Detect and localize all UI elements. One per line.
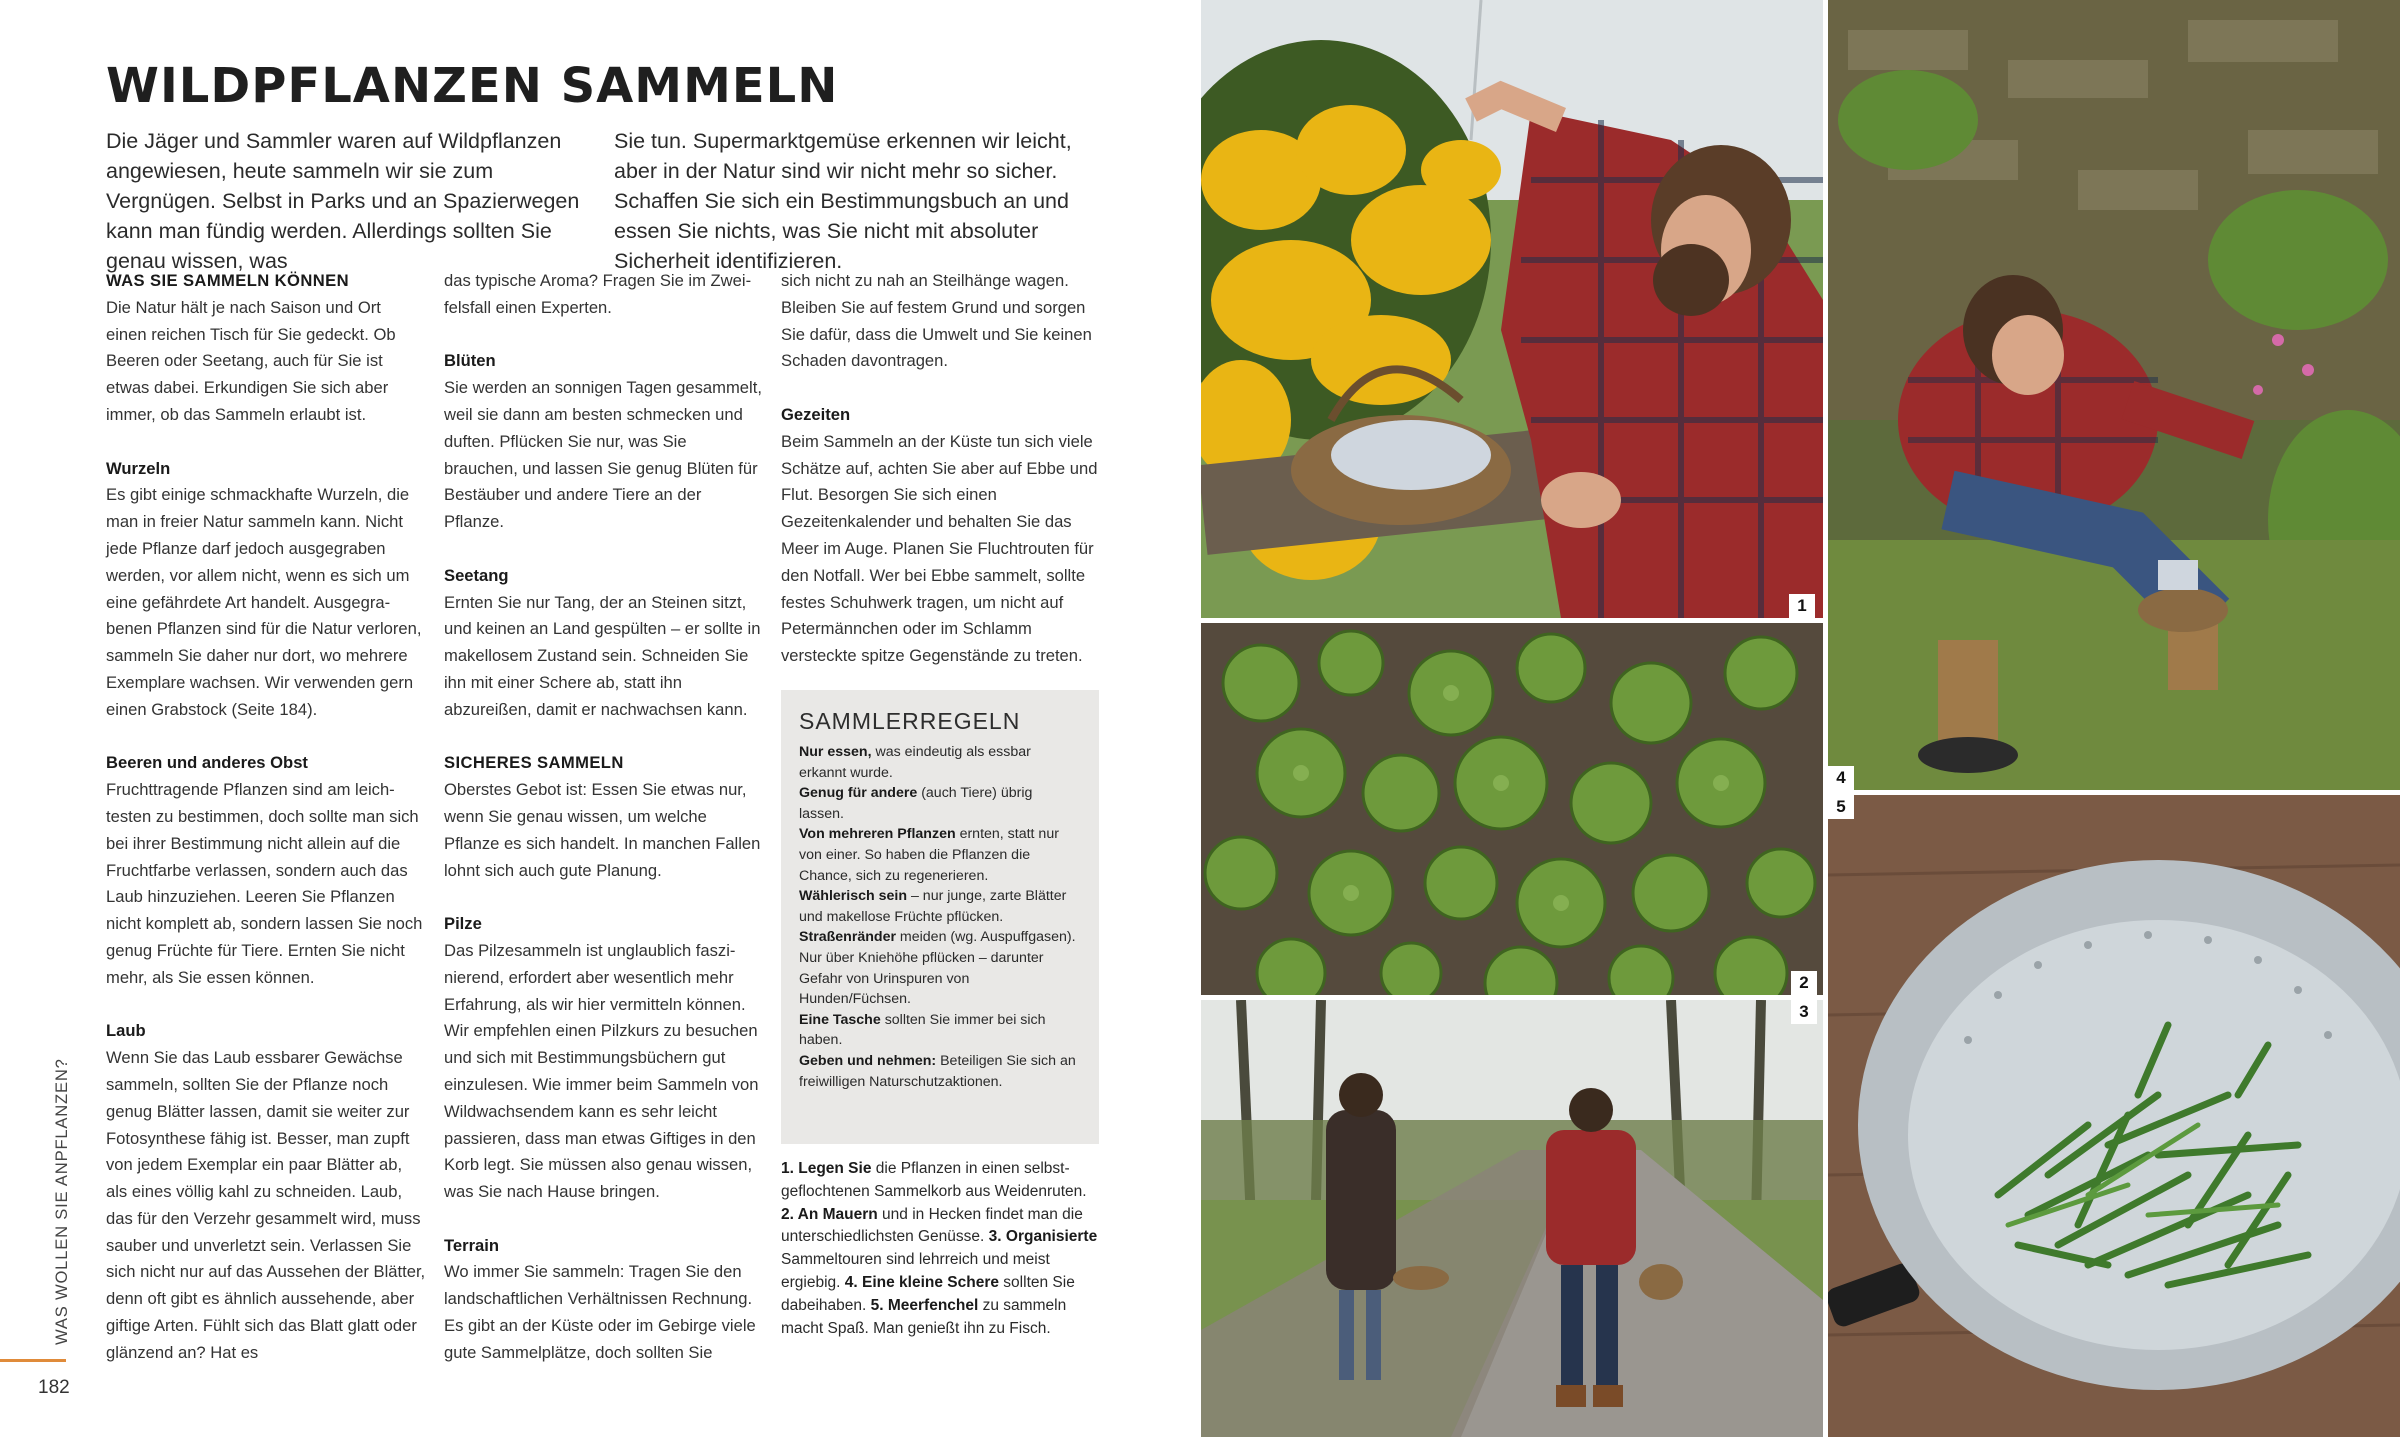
rule-item: Straßenränder meiden (wg. Auspuffgasen). Nur über Kniehöhe pflücken – darunter Gefahr von Urinspuren von Hunden/Füchsen. [799, 929, 1076, 1008]
para-laub: Wenn Sie das Laub essbarer Gewächse sammeln, sollten Sie der Pflanze noch genug Blätter lassen, damit sie weiter zur Fotosynthese fähig ist. Besser, man zupft von jedem Exemplar ein paar Blätter ab, als eines völlig kahl zu schneiden. Laub, das für den Verzehr gesammelt wird, muss sauber und unverletzt sein. Verlassen Sie sich nicht nur auf das Aussehen der Blätter, denn oft gibt es ähnlich aussehende, aber giftige Arten. Fühlt sich das Blatt glatt oder glänzend an? Hat es [106, 1048, 426, 1362]
para-gezeiten: Beim Sammeln an der Küste tun sich viele Schätze auf, achten Sie aber auf Ebbe und Flut. Besorgen Sie sich einen Gezeitenkalender und behalten Sie das Meer im Auge. Planen Sie Fluchtrouten für den Notfall. Wer bei Ebbe sammelt, sollte festes Schuhwerk tragen, um nicht auf Petermännchen oder im Schlamm versteckte spitze Gegenstände zu treten. [781, 431, 1098, 666]
box-title: SAMMLERREGELN [799, 708, 1021, 734]
heading-sammeln: WAS SIE SAMMELN KÖNNEN [106, 271, 349, 290]
heading-laub: Laub [106, 1021, 146, 1041]
rule-item: Geben und nehmen: Beteiligen Sie sich an freiwilligen Naturschutzaktionen. [799, 1052, 1076, 1090]
para-blueten: Sie werden an sonnigen Tagen gesammelt, weil sie dann am besten schmecken und duften. Pflücken Sie nur, was Sie brauchen, und lassen Sie genug Blüten für Bestäuber und andere Tiere an der Pflanze. [444, 378, 762, 532]
photo-number-3: 3 [1791, 1000, 1817, 1024]
accent-rule [0, 1359, 66, 1362]
heading-gezeiten: Gezeiten [781, 404, 851, 424]
heading-seetang: Seetang [444, 565, 509, 585]
photo-crouching-scissors-art [1828, 0, 2400, 790]
rule-item: Nur essen, was eindeutig als essbar erkannt wurde. [799, 744, 1031, 781]
heading-beeren: Beeren und anderes Obst [106, 753, 308, 773]
page-number: 182 [38, 1377, 70, 1398]
para-continued-3: sich nicht zu nah an Steilhänge wagen. Bleiben Sie auf festem Grund und sorgen Sie dafür, dass die Umwelt und Sie keinen Schaden davontragen. [781, 271, 1092, 371]
section-side-label: WAS WOLLEN SIE ANPFLANZEN? [52, 1058, 71, 1345]
para-terrain: Wo immer Sie sammeln: Tragen Sie den landschaftlichen Verhältnissen Rechnung. Es gibt an der Küste oder im Gebirge viele gute Sammelplätze, doch sollten Sie [444, 1262, 756, 1362]
text-column-3 [781, 268, 1101, 697]
photo-gorse-picking-art [1201, 0, 1823, 618]
heading-wurzeln: Wurzeln [106, 458, 171, 478]
photo-walking-lane-art [1201, 1000, 1823, 1437]
heading-blueten: Blüten [444, 351, 496, 371]
page-title: WILDPFLANZEN SAMMELN [106, 58, 839, 114]
para-sammeln: Die Natur hält je nach Saison und Ort einen reichen Tisch für Sie gedeckt. Ob Beeren oder Seetang, auch für Sie ist etwas dabei. Erkundigen Sie sich aber immer, ob das Sammeln erlaubt ist. [106, 297, 396, 424]
para-wurzeln: Es gibt einige schmackhafte Wurzeln, die man in freier Natur sammeln kann. Nicht jede Pflanze darf jedoch ausgegraben werden, vor allem nicht, wenn es sich um eine gefährdete Art handelt. Ausgegrabenen Pflanzen sind für die Natur verloren, sammeln Sie daher nur dort, wo mehrere Exemplare wachsen. Wir verwenden gern einen Grabstock (Seite 184). [106, 485, 422, 719]
photo-colander-fennel [1828, 795, 2400, 1437]
para-continued: das typische Aroma? Fragen Sie im Zweifelsfall einen Experten. [444, 271, 752, 317]
para-sicheres-sammeln: Oberstes Gebot ist: Essen Sie etwas nur, wenn Sie genau wissen, um welche Pflanze es sich handelt. In manchen Fallen lohnt sich auch gute Planung. [444, 780, 761, 880]
photo-number-1: 1 [1789, 594, 1815, 618]
photo-number-2: 2 [1791, 971, 1817, 995]
para-beeren: Fruchttragende Pflanzen sind am leichtesten zu bestimmen, doch sollte man sich bei ihrer Bestimmung nicht allein auf die Fruchtfarbe verlassen, sondern auch das Laub hinzuziehen. Leeren Sie Pflanzen nicht komplett ab, sondern lassen Sie noch genug Früchte für Tiere. Ernten Sie nicht mehr, als Sie essen können. [106, 780, 423, 987]
rule-item: Wählerisch sein – nur junge, zarte Blätter und makellose Früchte pflücken. [799, 888, 1067, 925]
rule-item: Von mehreren Pflanzen ernten, statt nur von einer. So haben die Pflanzen die Chance, sich zu regenerieren. [799, 826, 1059, 884]
rule-item: Eine Tasche sollten Sie immer bei sich haben. [799, 1011, 1046, 1049]
heading-sicheres-sammeln: SICHERES SAMMELN [444, 753, 624, 773]
photo-pennywort-wall [1201, 623, 1823, 995]
para-pilze: Das Pilzesammeln ist unglaublich faszinierend, erfordert aber wesentlich mehr Erfahrung, als wir hier vermitteln können. Wir empfehlen einen Pilzkurs zu besuchen und sich mit Bestimmungsbüchern gut einzulesen. Wie immer beim Sammeln von Wildwachsendem kann es sehr leicht passieren, dass man etwas Giftiges in den Korb legt. Sie müssen also genau wissen, was Sie nach Hause bringen. [444, 940, 759, 1202]
intro-left: Die Jäger und Sammler waren auf Wildpflanzen angewiesen, heute sammeln wir sie zum Vergnügen. Selbst in Parks und an Spazierwegen kann man fündig werden. Allerdings sollten Sie genau wissen, was [106, 129, 580, 273]
intro-right: Sie tun. Supermarktgemüse erkennen wir leicht, aber in der Natur sind wir nicht mehr so sicher. Schaffen Sie sich ein Bestimmungsbuch an und essen Sie nichts, was Sie nicht mit absoluter Sicherheit identifizieren. [614, 129, 1072, 273]
photo-captions: 1. Legen Sie die Pflanzen in einen selbstgeflochtenen Sammelkorb aus Weidenruten. 2. An Mauern und in Hecken findet man die unterschiedlichsten Genüsse. 3. Organisierte Sammeltouren sind lehrreich und meist ergiebig. 4. Eine kleine Schere sollten Sie dabeihaben. 5. Meerfenchel zu sammeln macht Spaß. Man genießt ihn zu Fisch. [781, 1160, 1098, 1337]
photo-colander-fennel-art [1828, 795, 2400, 1437]
photo-walking-lane [1201, 1000, 1823, 1437]
photo-number-4: 4 [1828, 766, 1854, 790]
rules-list [799, 742, 1081, 1092]
photo-crouching-scissors [1828, 0, 2400, 790]
sammlerregeln-box [781, 690, 1099, 1144]
para-seetang: Ernten Sie nur Tang, der an Steinen sitzt, und keinen an Land gespülten – er sollte in makellosem Zustand sein. Schneiden Sie ihn mit einer Schere ab, statt ihn abzureißen, damit er nachwachsen kann. [444, 592, 761, 719]
photo-gorse-picking [1201, 0, 1823, 618]
heading-pilze: Pilze [444, 914, 482, 934]
photo-number-5: 5 [1828, 795, 1854, 819]
text-column-2 [444, 268, 764, 1393]
text-column-1 [106, 268, 426, 1393]
heading-terrain: Terrain [444, 1235, 500, 1255]
photo-pennywort-wall-art [1201, 623, 1823, 995]
rule-item: Genug für andere (auch Tiere) übrig lassen. [799, 785, 1033, 822]
